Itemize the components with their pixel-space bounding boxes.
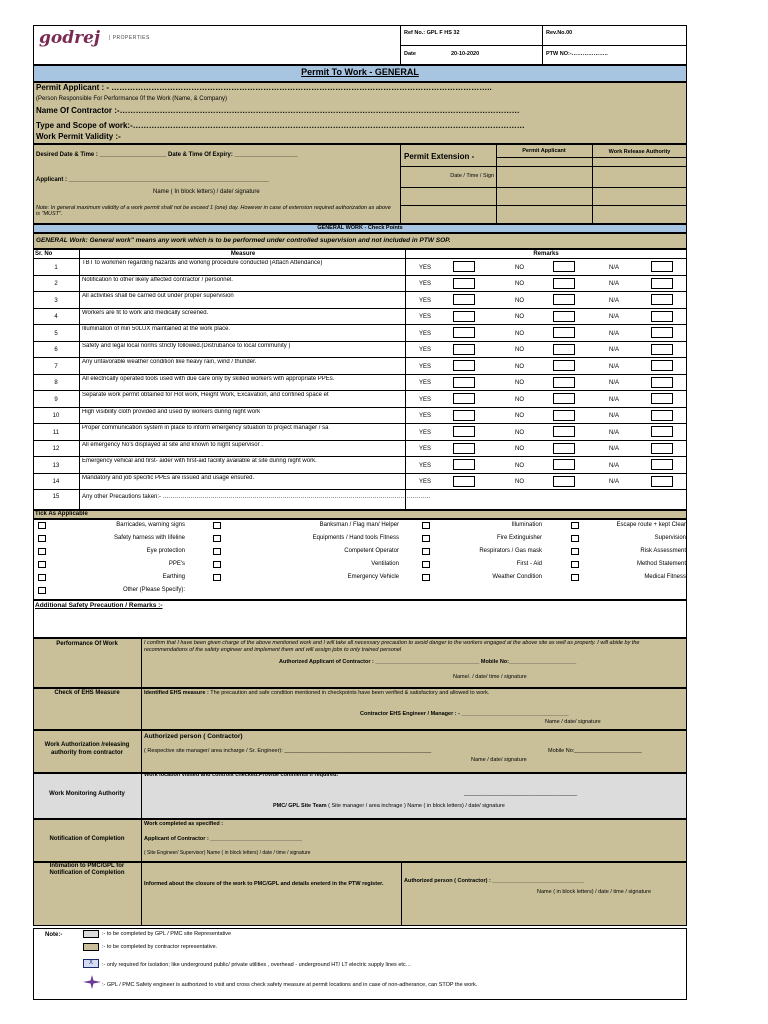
na-checkbox[interactable]	[651, 294, 673, 305]
table-row	[33, 474, 687, 491]
tick-checkbox[interactable]	[213, 574, 221, 581]
tick-checkbox[interactable]	[422, 535, 430, 542]
row-number: 15	[52, 494, 60, 500]
row-number: 7	[54, 363, 58, 370]
authorization-label: Work Authorization /releasing authority from contractor	[44, 742, 130, 757]
performance-statement: I confirm that I have been given charge of the above mentioned work and I will take all necessary precaution to avoid danger to the workers engaged at the above site as well as property. I will abide by the recommendations of the safety engineer and implement them and will assign jobs to only trained personel	[144, 640, 640, 654]
tick-checkbox[interactable]	[571, 535, 579, 542]
na-checkbox[interactable]	[651, 443, 673, 454]
row-measure: Workers are fit to work and medically screened.	[82, 309, 209, 316]
completion-label: Notification of Completion	[49, 836, 125, 842]
yes-checkbox[interactable]	[453, 278, 475, 289]
authorization-mobile-field[interactable]: Mobile No:______________________	[548, 748, 642, 754]
performance-caption: Name/. / date/ time / signature	[453, 674, 527, 680]
tick-checkbox[interactable]	[38, 561, 46, 568]
col-sr-no: Sr. No	[35, 251, 53, 257]
tick-checkbox[interactable]	[422, 548, 430, 555]
no-label: NO	[515, 314, 524, 321]
row-number: 3	[54, 297, 58, 304]
na-checkbox[interactable]	[651, 393, 673, 404]
yes-checkbox[interactable]	[453, 459, 475, 470]
yes-label: YES	[419, 380, 432, 387]
no-label: NO	[515, 347, 524, 354]
na-checkbox[interactable]	[651, 311, 673, 322]
yes-checkbox[interactable]	[453, 311, 475, 322]
yes-checkbox[interactable]	[453, 294, 475, 305]
row-measure: Any unfavorable weather condition like heavy rain, wind / thunder.	[82, 359, 257, 365]
tick-label: Equipments / Hand tools Fitness	[312, 535, 399, 541]
table-row	[33, 375, 687, 392]
row-number: 8	[54, 380, 58, 387]
validity-note: Note: In general maximum validity of a work permit shall not be exceed 1 (one) day. However in case of extension required authorization as above is "MUST".	[36, 205, 391, 218]
na-label: N/A	[609, 380, 620, 387]
no-checkbox[interactable]	[553, 476, 575, 487]
tick-checkbox[interactable]	[213, 522, 221, 529]
row-number: 9	[54, 396, 58, 403]
ptw-no: PTW NO:-………………..	[546, 51, 608, 57]
tick-checkbox[interactable]	[571, 522, 579, 529]
tick-bar	[33, 510, 687, 519]
table-row	[33, 309, 687, 326]
ref-no: Ref No.: GPL F HS 32	[404, 30, 460, 36]
yes-label: YES	[419, 413, 432, 420]
tick-label: Other (Please Specify):	[122, 587, 185, 593]
tick-label: PPE's	[168, 561, 185, 567]
permit-extension-title: Permit Extension -	[404, 152, 475, 161]
table-row	[33, 408, 687, 425]
permit-form	[33, 25, 687, 1000]
no-label: NO	[515, 429, 524, 436]
no-label: NO	[515, 330, 524, 337]
yes-label: YES	[419, 264, 432, 271]
tick-label: Respirators / Gas mask	[479, 548, 542, 554]
intimation-statement: Informed about the closure of the work to PMC/GPL and details eneterd in the PTW register.	[144, 881, 384, 887]
na-label: N/A	[609, 363, 620, 370]
na-checkbox[interactable]	[651, 410, 673, 421]
intimation-caption: Name ( in block letters) / date / time / signature	[537, 889, 652, 895]
authorized-person-field[interactable]: ( Respective site manager/ area incharge / Sr. Engineer): ________________________________________________	[144, 748, 432, 754]
tick-label: Fire Extinguisher	[496, 535, 542, 541]
na-label: N/A	[609, 281, 620, 288]
table-row	[33, 325, 687, 342]
no-label: NO	[515, 264, 524, 271]
tick-checkbox[interactable]	[213, 535, 221, 542]
col-work-release-authority: Work Release Authority	[608, 149, 671, 155]
date-label: Date	[404, 51, 416, 57]
no-label: NO	[515, 446, 524, 453]
table-row	[33, 457, 687, 474]
row-measure: Notification to other likely affected contractor / personnel.	[82, 276, 233, 283]
na-checkbox[interactable]	[651, 327, 673, 338]
completion-statement: Work completed as specified :	[144, 821, 224, 827]
row-measure: TBT to workmen regarding hazards and working procedure conducted (Attach Attendance)	[82, 260, 323, 266]
yes-label: YES	[419, 446, 432, 453]
logo-subtitle: | PROPERTIES	[109, 35, 150, 41]
monitoring-statement: Work location visited and controls checked.Provide comments if required.	[144, 772, 338, 778]
completion-applicant-field[interactable]: Applicant of Contractor : ______________________________	[144, 836, 303, 842]
row-number: 6	[54, 347, 58, 354]
monitoring-label: Work Monitoring Authority	[49, 791, 125, 797]
table-row	[33, 441, 687, 458]
table-row	[33, 358, 687, 375]
na-label: N/A	[609, 396, 620, 403]
col-measure: Measure	[230, 251, 256, 257]
table-row	[33, 259, 687, 276]
no-checkbox[interactable]	[553, 327, 575, 338]
additional-precaution-field[interactable]: Additional Safety Precaution / Remarks :-	[35, 602, 163, 609]
row-measure: Separate work permit obtained for Hot work, Height Work, Excavation, and confined space et	[82, 392, 329, 398]
no-checkbox[interactable]	[553, 377, 575, 388]
tick-checkbox[interactable]	[213, 561, 221, 568]
date-value: 20-10-2020	[451, 51, 480, 57]
yes-label: YES	[419, 330, 432, 337]
yes-checkbox[interactable]	[453, 426, 475, 437]
tick-label: Illumination	[511, 522, 542, 528]
row-number: 10	[52, 413, 60, 420]
scope-of-work-field[interactable]: Type and Scope of work:-…………………………………………………………………………………………………………………………………	[36, 121, 525, 130]
checkpoints-title: GENERAL WORK - Check Points	[317, 225, 403, 231]
isolation-x-mark: X	[83, 959, 99, 968]
na-checkbox[interactable]	[651, 459, 673, 470]
tick-label: Barricades, warning signs	[116, 522, 185, 528]
na-checkbox[interactable]	[651, 377, 673, 388]
row-measure: Mandatory and job specific PPEs are issued and usage ensured.	[82, 474, 255, 481]
row-measure: All emergency No's displayed at site and known to night supervisor .	[82, 441, 263, 448]
na-label: N/A	[609, 330, 620, 337]
no-checkbox[interactable]	[553, 410, 575, 421]
row-number: 12	[52, 446, 60, 453]
tick-label: Emergency Vehicle	[347, 574, 399, 580]
ehs-engineer-field[interactable]: Contractor EHS Engineer / Manager : - ___________________________________	[360, 711, 569, 717]
na-checkbox[interactable]	[651, 261, 673, 272]
yes-label: YES	[419, 314, 432, 321]
other-precautions-field[interactable]: Any other Precautions taken:- ……………………………………………………………………………………………………………………..	[82, 494, 431, 500]
yes-checkbox[interactable]	[453, 410, 475, 421]
no-checkbox[interactable]	[553, 459, 575, 470]
completion-caption: ( Site Engineer/ Supervisor) Name ( in block letters) / date / time / signature	[144, 850, 311, 856]
na-label: N/A	[609, 314, 620, 321]
no-checkbox[interactable]	[553, 360, 575, 371]
row-number: 5	[54, 330, 58, 337]
no-checkbox[interactable]	[553, 443, 575, 454]
authorized-person-title: Authorized person ( Contractor)	[144, 733, 243, 740]
na-label: N/A	[609, 429, 620, 436]
intimation-label: Intimation to PMC/GPL for Notification of Completion	[49, 863, 125, 877]
validity-field[interactable]: Work Permit Validity :-	[36, 132, 121, 141]
tick-label: Medical Fitness	[644, 574, 686, 580]
permit-applicant-caption: (Person Responsible For Performance 0f the Work (Name, & Company)	[36, 96, 227, 102]
no-label: NO	[515, 380, 524, 387]
site-team-caption: PMC/ GPL Site Team ( Site manager / area inchrage ) Name ( in block letters) / date/ signature	[273, 803, 505, 809]
row-measure: All activities shall be carried out under proper supervision	[82, 293, 234, 299]
yes-label: YES	[419, 429, 432, 436]
tick-label: Escape route + kept Clear	[616, 522, 686, 528]
row-measure: Proper communication system in place to inform emergency situation to project manager / sa	[82, 425, 329, 431]
yes-label: YES	[419, 297, 432, 304]
intimation-authorized-field[interactable]: Authorized person ( Contractor) : ______________________________	[404, 878, 585, 884]
yes-checkbox[interactable]	[453, 327, 475, 338]
tick-label: Safety harness with lifeline	[113, 535, 185, 541]
row-number: 4	[54, 314, 58, 321]
tick-label: Eye protection	[146, 548, 185, 554]
table-row	[33, 276, 687, 293]
desired-date-field[interactable]: Desired Date & Time : ____________________ Date & Time Of Expiry: ___________________	[36, 152, 298, 158]
na-label: N/A	[609, 347, 620, 354]
table-row	[33, 391, 687, 408]
ehs-label: Check of EHS Measure	[54, 690, 120, 696]
tick-checkbox[interactable]	[422, 561, 430, 568]
company-logo: godrej	[39, 28, 101, 48]
rev-no: Rev.No.00	[546, 30, 573, 36]
tick-label: Competent Operator	[344, 548, 399, 554]
row-measure: High visibility cloth provided and used by workers during night work	[82, 408, 261, 415]
tick-label: First - Aid	[516, 561, 542, 567]
row-number: 11	[52, 429, 60, 436]
table-row	[33, 490, 687, 510]
performance-label: Performance Of Work	[56, 641, 118, 647]
yes-checkbox[interactable]	[453, 443, 475, 454]
permit-applicant-field[interactable]: Permit Applicant : - ……………………………………………………………………………………………………………………………..	[36, 83, 492, 92]
yes-checkbox[interactable]	[453, 261, 475, 272]
ehs-statement: Identified EHS measure : The precaution and safe condition mentioned in checkpoints have been verified & satisfactory and allowed to work.	[144, 690, 490, 696]
tick-label: Ventilation	[371, 561, 399, 567]
row-measure: Illumination of min 50LUX maintained at the work place.	[82, 326, 231, 332]
na-checkbox[interactable]	[651, 344, 673, 355]
grey-legend-swatch	[83, 930, 99, 938]
na-checkbox[interactable]	[651, 476, 673, 487]
row-number: 1	[54, 264, 58, 271]
grey-legend-text: :- to be completed by GPL / PMC site Representative	[102, 931, 232, 937]
col-permit-applicant: Permit Applicant	[522, 148, 566, 154]
tick-checkbox[interactable]	[422, 574, 430, 581]
row-measure: Safety and legal local norms strictly followed.(Distrubance to local community )	[82, 342, 291, 349]
ehs-caption: Name / date/ signature	[545, 719, 601, 725]
tick-label: Method Statement	[636, 561, 686, 567]
authorization-caption: Name / date/ signature	[471, 757, 527, 763]
no-label: NO	[515, 462, 524, 469]
date-time-sign-label: Date / Time / Sign	[450, 173, 494, 179]
no-label: NO	[515, 479, 524, 486]
row-number: 2	[54, 281, 58, 288]
yes-checkbox[interactable]	[453, 360, 475, 371]
safety-engineer-note: :- GPL / PMC Safety engineer is authorized to visit and cross check safety measure at permit locations and in case of non-adherance, can STOP the work.	[102, 982, 478, 988]
no-checkbox[interactable]	[553, 344, 575, 355]
tick-checkbox[interactable]	[38, 587, 46, 594]
no-label: NO	[515, 413, 524, 420]
na-label: N/A	[609, 446, 620, 453]
row-number: 14	[52, 479, 60, 486]
tick-label: Banksman / Flag man/ Helper	[319, 522, 399, 528]
yes-label: YES	[419, 462, 432, 469]
monitoring-signature-field[interactable]: _____________________________________	[464, 791, 578, 797]
tick-checkbox[interactable]	[213, 548, 221, 555]
no-label: NO	[515, 363, 524, 370]
table-row	[33, 342, 687, 359]
na-checkbox[interactable]	[651, 360, 673, 371]
tick-label: Earthing	[162, 574, 185, 580]
yes-checkbox[interactable]	[453, 344, 475, 355]
yes-checkbox[interactable]	[453, 393, 475, 404]
tick-checkbox[interactable]	[422, 522, 430, 529]
row-number: 13	[52, 462, 60, 469]
tick-checkbox[interactable]	[571, 548, 579, 555]
col-remarks: Remarks	[533, 251, 559, 257]
yes-label: YES	[419, 281, 432, 288]
isolation-note: :- only required for isolation; like underground public/ private utilities , overhead - underground HT/ LT electric supply lines etc…	[102, 962, 412, 968]
tick-checkbox[interactable]	[38, 522, 46, 529]
tan-legend-swatch	[83, 943, 99, 951]
yes-label: YES	[419, 363, 432, 370]
tick-checkbox[interactable]	[38, 574, 46, 581]
tick-checkbox[interactable]	[38, 548, 46, 555]
table-row	[33, 424, 687, 441]
applicant-name-caption: Name ( In block letters) / date/ signature	[153, 189, 260, 195]
page-title: Permit To Work - GENERAL	[301, 67, 419, 77]
no-label: NO	[515, 297, 524, 304]
tick-checkbox[interactable]	[571, 574, 579, 581]
row-measure: All electrically operated tools used with due care only by skilled workers with appropriate PPEs.	[82, 375, 335, 382]
no-checkbox[interactable]	[553, 311, 575, 322]
yes-label: YES	[419, 347, 432, 354]
yes-label: YES	[419, 479, 432, 486]
na-label: N/A	[609, 462, 620, 469]
na-label: N/A	[609, 264, 620, 271]
tick-checkbox[interactable]	[38, 535, 46, 542]
no-checkbox[interactable]	[553, 426, 575, 437]
star-icon	[83, 975, 101, 989]
row-measure: Emergency vehical and first- aider with first-aid facility available at site during night work.	[82, 458, 317, 464]
yes-label: YES	[419, 396, 432, 403]
notes-label: Note:-	[45, 932, 63, 938]
contractor-name-field[interactable]: Name Of Contractor :-……………………………………………………………………………………………………………………………………	[36, 106, 520, 115]
no-checkbox[interactable]	[553, 261, 575, 272]
no-label: NO	[515, 281, 524, 288]
na-label: N/A	[609, 479, 620, 486]
authorized-applicant-field[interactable]: Authorized Applicant of Contractor : __________________________________ Mobile No:______________________	[279, 659, 577, 665]
no-label: NO	[515, 396, 524, 403]
checkpoints-intro-text: GENERAL Work: General work" means any work which is to be performed under controlled supervision and not included in PTW SOP.	[36, 237, 451, 244]
tan-legend-text: :- to be completed by contractor representative.	[102, 944, 218, 950]
yes-checkbox[interactable]	[453, 476, 475, 487]
yes-checkbox[interactable]	[453, 377, 475, 388]
no-checkbox[interactable]	[553, 294, 575, 305]
applicant-signature-field[interactable]: Applicant : ____________________________________________________________	[36, 177, 269, 183]
tick-label: Supervision	[654, 535, 686, 541]
no-checkbox[interactable]	[553, 278, 575, 289]
na-checkbox[interactable]	[651, 426, 673, 437]
tick-checkbox[interactable]	[571, 561, 579, 568]
no-checkbox[interactable]	[553, 393, 575, 404]
tick-title: Tick As Applicable	[35, 511, 88, 517]
na-label: N/A	[609, 413, 620, 420]
na-label: N/A	[609, 297, 620, 304]
tick-label: Risk Assessment	[640, 548, 686, 554]
table-row	[33, 292, 687, 309]
tick-label: Weather Condition	[492, 574, 542, 580]
na-checkbox[interactable]	[651, 278, 673, 289]
